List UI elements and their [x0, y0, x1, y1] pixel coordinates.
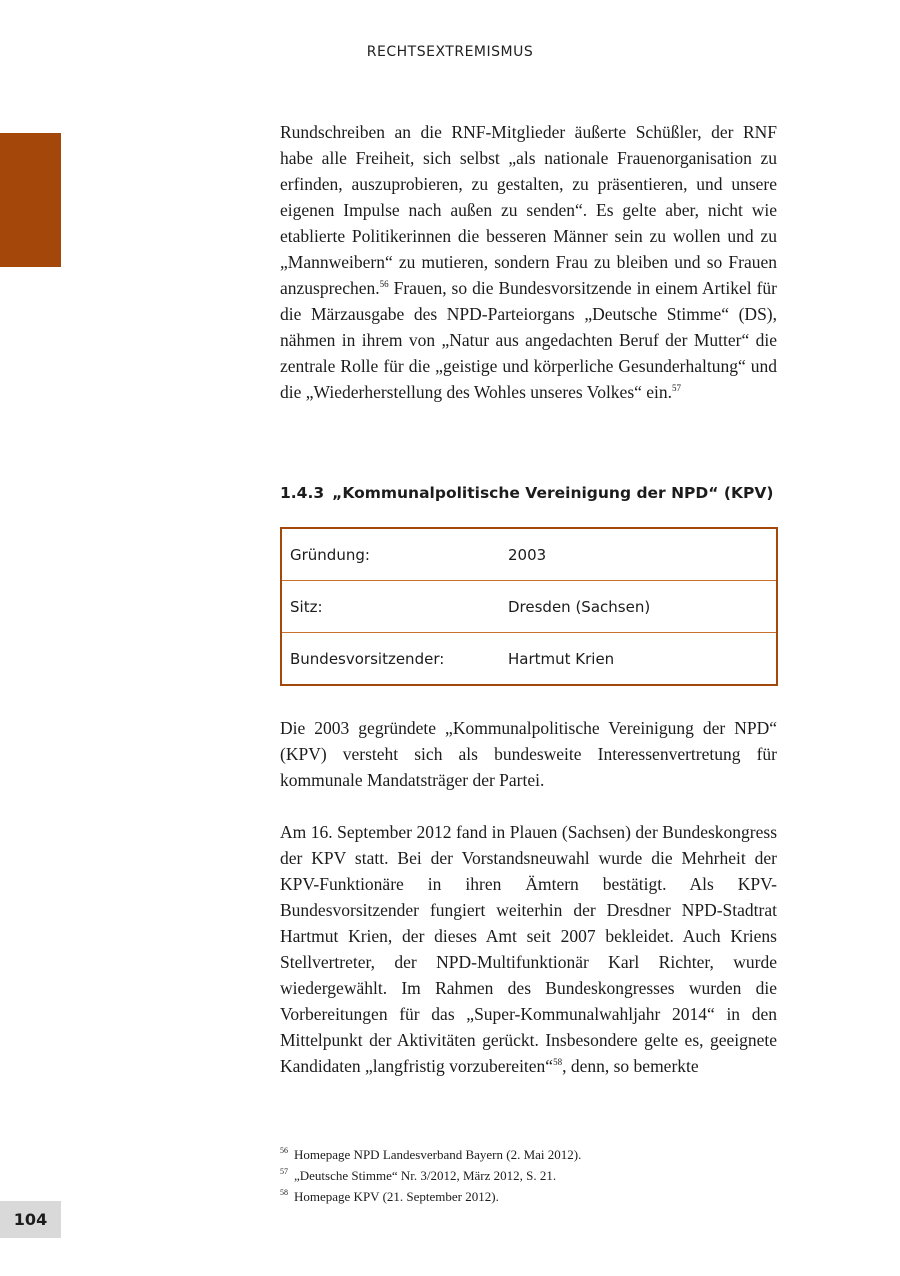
footnote-text: „Deutsche Stimme“ Nr. 3/2012, März 2012, S. 21.	[294, 1168, 557, 1183]
info-label: Bundesvorsitzender:	[290, 649, 445, 668]
chapter-color-tab	[0, 133, 61, 267]
footnote-text: Homepage KPV (21. September 2012).	[294, 1189, 499, 1204]
info-value: 2003	[508, 545, 547, 564]
body-paragraph-3	[280, 819, 777, 1079]
footnote-number: 56	[280, 1146, 288, 1155]
body-paragraph-1	[280, 119, 777, 405]
footnotes	[280, 1144, 777, 1207]
footnote-item	[280, 1165, 777, 1186]
page-number: 104	[0, 1201, 61, 1238]
footnote-number: 57	[280, 1167, 288, 1176]
section-title: „Kommunalpolitische Vereinigung der NPD“ (KPV)	[332, 484, 774, 502]
info-value: Hartmut Krien	[508, 649, 615, 668]
footnote-item	[280, 1144, 777, 1165]
section-number: 1.4.3	[280, 484, 325, 502]
info-row-chairman	[282, 633, 776, 684]
info-label: Sitz:	[290, 597, 323, 616]
body-paragraph-2: Die 2003 gegründete „Kommunalpolitische Vereinigung der NPD“ (KPV) versteht sich als bundesweite Interessenvertretung für kommunale Mandatsträger der Partei.	[280, 718, 777, 790]
info-row-seat	[282, 581, 776, 633]
footnote-ref-57[interactable]: 57	[672, 383, 682, 393]
footnote-ref-56[interactable]: 56	[379, 279, 389, 289]
info-value: Dresden (Sachsen)	[508, 597, 651, 616]
info-box	[280, 527, 778, 686]
footnote-ref-58[interactable]: 58	[553, 1057, 563, 1067]
section-heading	[280, 484, 773, 502]
running-head: RECHTSEXTREMISMUS	[366, 44, 534, 60]
paragraph-3-text-a: Am 16. September 2012 fand in Plauen (Sachsen) der Bundeskongress der KPV statt. Bei der Vorstandsneuwahl wurde die Mehrheit der KPV-Funktionäre in ihren Ämtern bestätigt. Als KPV-Bundesvorsitzender fungiert weiterhin der Dresdner NPD-Stadtrat Hartmut Krien, der dieses Amt seit 2007 bekleidet. Auch Kriens Stellvertreter, der NPD-Multifunktionär Karl Richter, wurde wiedergewählt. Im Rahmen des Bundeskongresses wurden die Vorbereitungen für das „Super-Kommunalwahljahr 2014“ in den Mittelpunkt der Aktivitäten gerückt. Insbesondere gelte es, geeignete Kandidaten „langfristig vorzubereiten“	[280, 822, 777, 1076]
info-row-founding	[282, 529, 776, 581]
footnote-text: Homepage NPD Landesverband Bayern (2. Mai 2012).	[294, 1147, 582, 1162]
paragraph-1-text-b: Frauen, so die Bundesvorsitzende in einem Artikel für die Märzausgabe des NPD-Parteiorgans „Deutsche Stimme“ (DS), nähmen in ihrem von „Natur aus angedachten Beruf der Mutter“ die zentrale Rolle für die „geistige und körperliche Gesunderhaltung“ und die „Wiederherstellung des Wohles unseres Volkes“ ein.	[280, 278, 777, 402]
footnote-item	[280, 1186, 777, 1207]
paragraph-1-text-a: Rundschreiben an die RNF-Mitglieder äußerte Schüßler, der RNF habe alle Freiheit, sich selbst „als nationale Frauenorganisation zu erfinden, auszuprobieren, zu gestalten, zu präsentieren, und unsere eigenen Impulse nach außen zu senden“. Es gelte aber, nicht wie etablierte Politikerinnen die besseren Männer sein zu wollen und zu „Mannweibern“ zu mutieren, sondern Frau zu bleiben und so Frauen anzusprechen.	[280, 122, 777, 298]
footnote-number: 58	[280, 1188, 288, 1197]
paragraph-3-text-b: , denn, so bemerkte	[562, 1056, 699, 1076]
info-label: Gründung:	[290, 545, 370, 564]
